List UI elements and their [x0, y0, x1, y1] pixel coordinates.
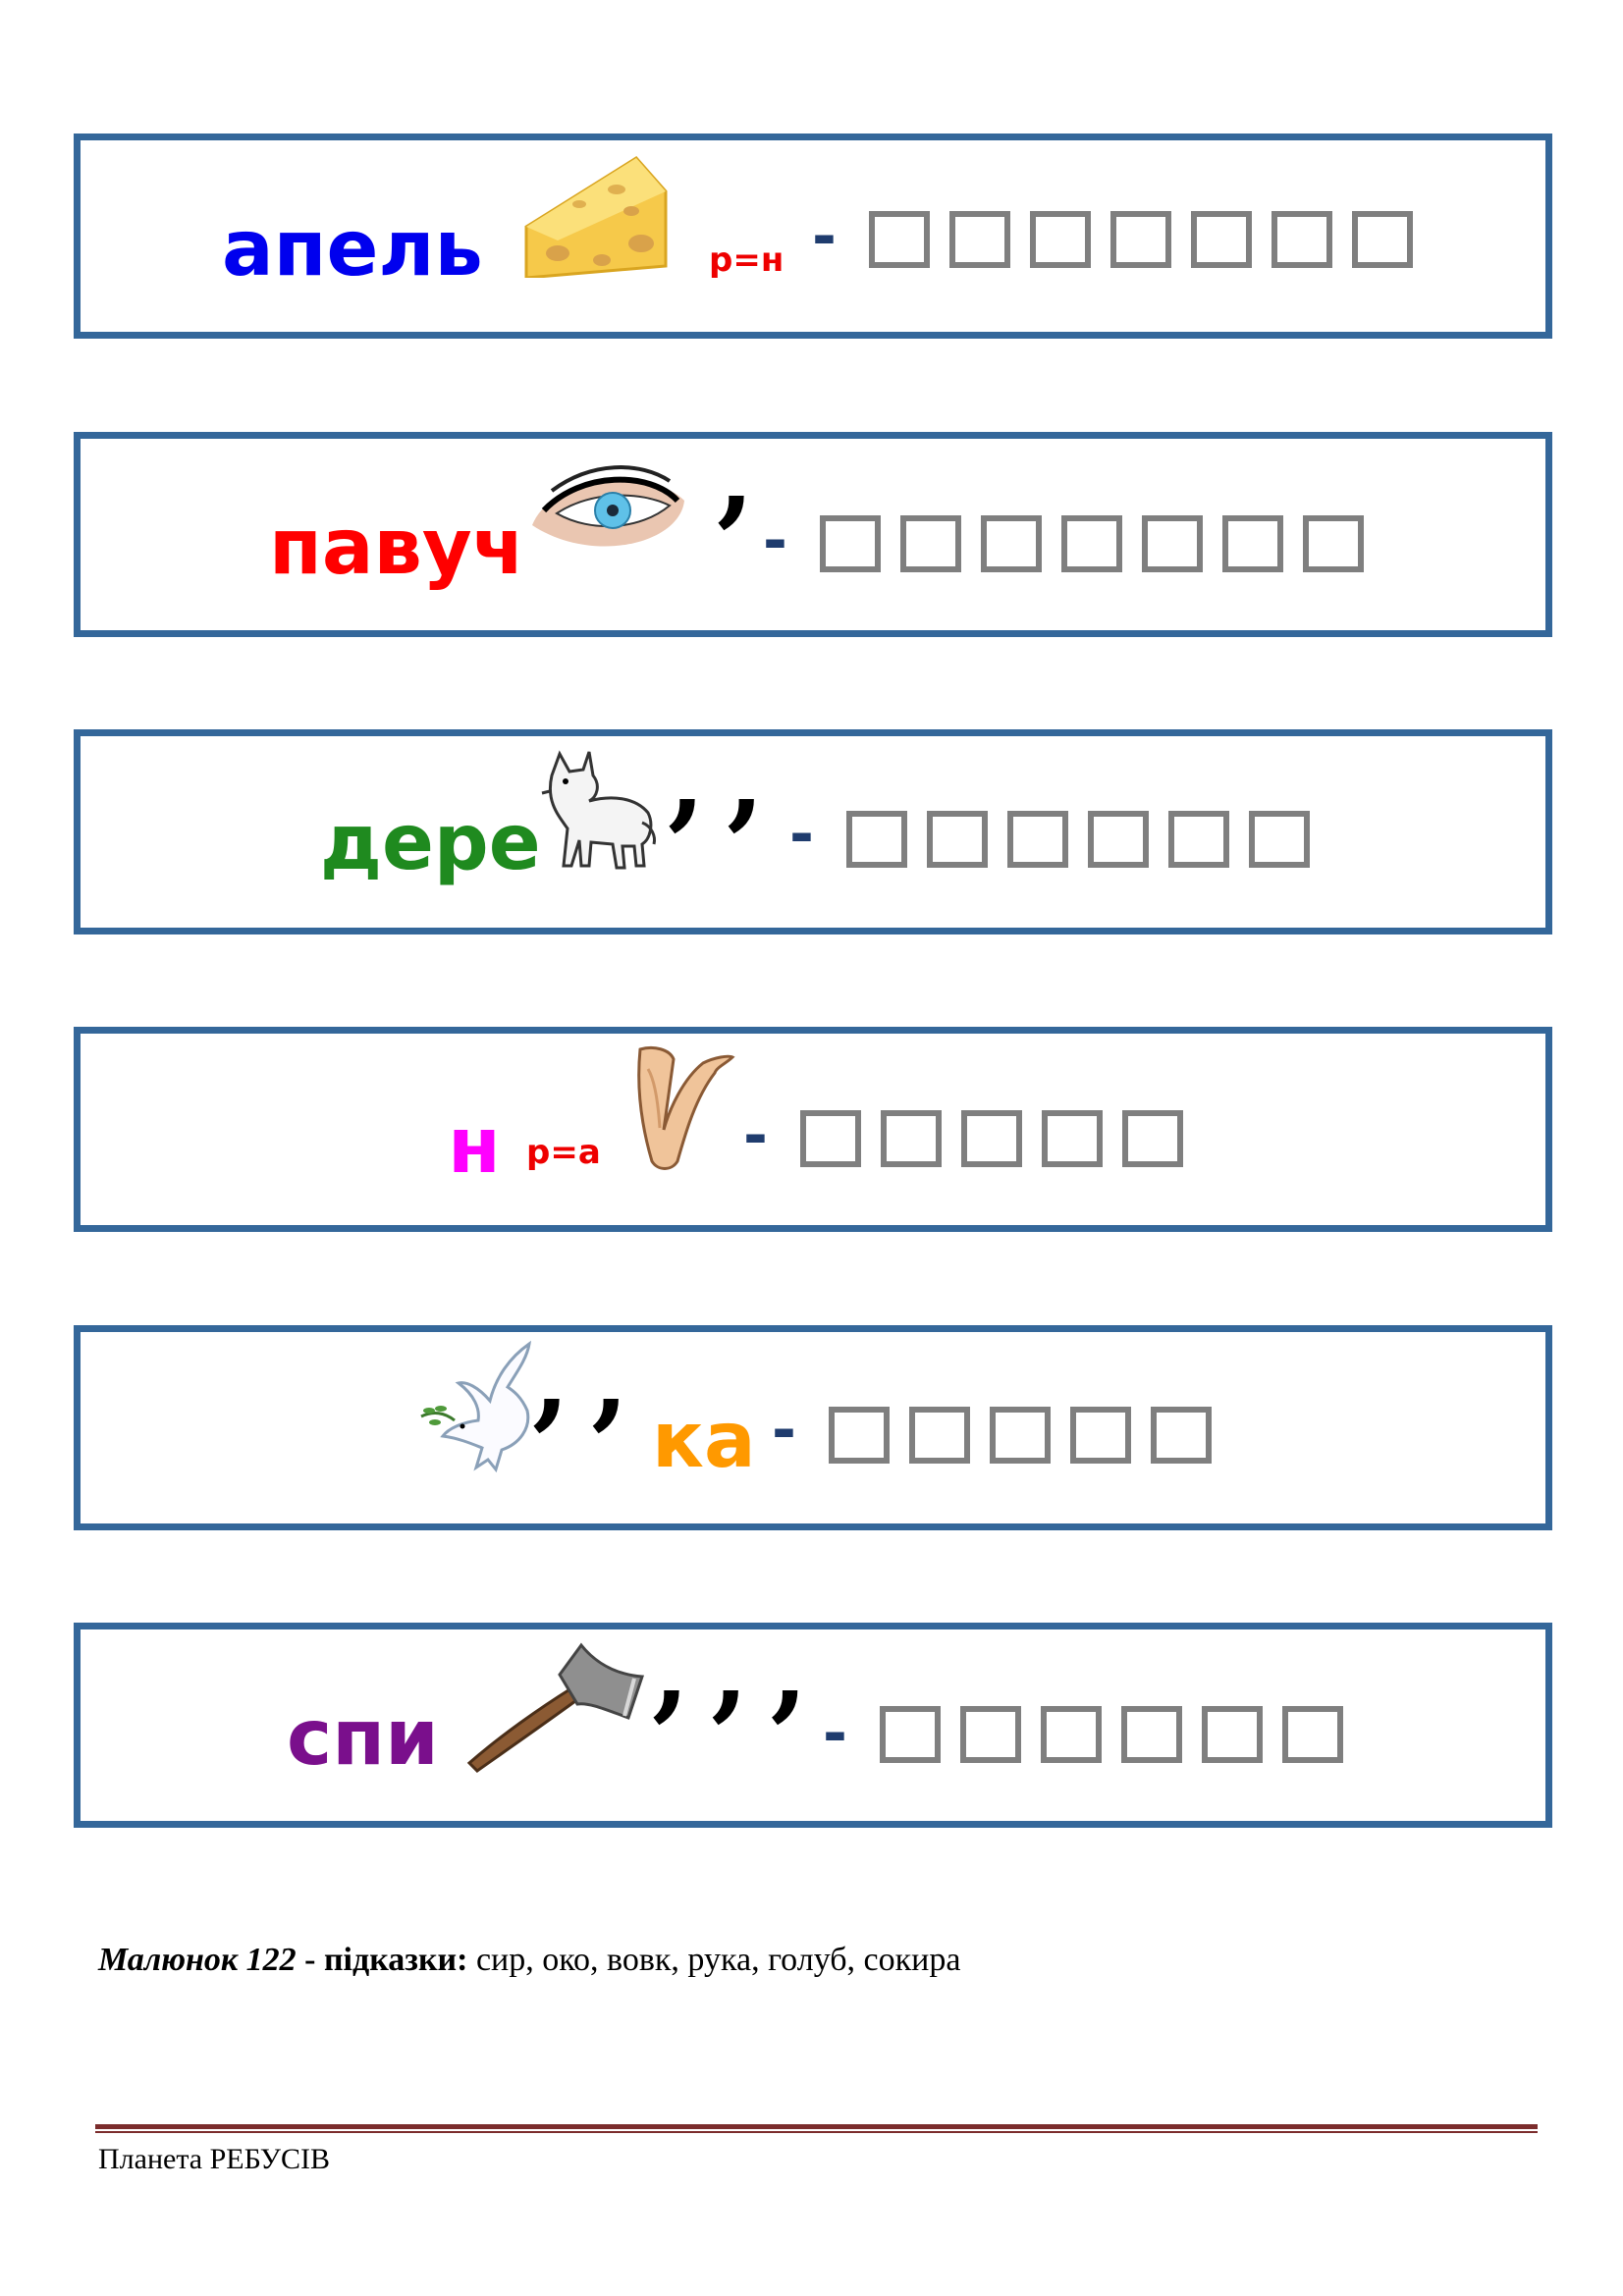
answer-box[interactable]: [1249, 811, 1310, 868]
rebus-dash: -: [812, 202, 837, 271]
answer-box[interactable]: [1151, 1407, 1212, 1464]
answer-box[interactable]: [981, 515, 1042, 572]
footer-rule-thin: [95, 2131, 1538, 2133]
rebus-commas: ,,,: [652, 1606, 830, 1733]
rebus-commas: ,: [717, 411, 777, 538]
footer-text: Планета РЕБУСІВ: [98, 2143, 331, 2175]
rebus-dash: -: [763, 507, 787, 575]
eye-icon: [522, 456, 689, 564]
rebus-commas: ,,: [668, 715, 786, 841]
wolf-icon: [532, 746, 660, 874]
rebus-letter-swap: р=н: [709, 240, 784, 280]
rebus-prefix: спи: [287, 1694, 439, 1783]
answer-box[interactable]: [846, 811, 907, 868]
hints-label: підказки: [323, 1942, 458, 1978]
rebus-prefix: н: [448, 1102, 501, 1191]
answer-box[interactable]: [909, 1407, 970, 1464]
rebus-card-1: [74, 133, 1552, 339]
rebus-prefix: дере: [320, 799, 541, 887]
rebus-dash: -: [743, 1101, 768, 1170]
footer-rule: [95, 2124, 1538, 2129]
answer-box[interactable]: [1271, 211, 1332, 268]
figure-number: Малюнок 122: [98, 1942, 297, 1978]
rebus-dash: -: [789, 800, 814, 869]
answer-box[interactable]: [880, 1706, 941, 1763]
rebus-card-5: [74, 1314, 1552, 1530]
answer-box[interactable]: [1110, 211, 1171, 268]
rebus-card-6: [74, 1606, 1552, 1828]
answer-box[interactable]: [881, 1110, 942, 1167]
answer-boxes: [829, 1407, 1231, 1464]
answer-boxes: [820, 515, 1383, 572]
answer-box[interactable]: [1007, 811, 1068, 868]
figure-caption: [98, 1942, 960, 1979]
answer-box[interactable]: [1070, 1407, 1131, 1464]
rebus-letter-swap: р=а: [526, 1133, 601, 1172]
answer-boxes: [869, 211, 1433, 268]
answer-box[interactable]: [1202, 1706, 1263, 1763]
answer-box[interactable]: [961, 1110, 1022, 1167]
caption-separator: -: [296, 1942, 324, 1978]
answer-box[interactable]: [1142, 515, 1203, 572]
rebus-suffix: ка: [652, 1397, 756, 1485]
answer-box[interactable]: [927, 811, 988, 868]
hints-colon: :: [457, 1942, 468, 1978]
rebus-card-3: [74, 715, 1552, 934]
answer-box[interactable]: [1030, 211, 1091, 268]
answer-box[interactable]: [820, 515, 881, 572]
rebus-dash: -: [823, 1699, 847, 1768]
answer-box[interactable]: [1041, 1706, 1102, 1763]
rebus-card-2: [74, 411, 1552, 637]
answer-boxes: [846, 811, 1329, 868]
answer-box[interactable]: [1168, 811, 1229, 868]
answer-box[interactable]: [800, 1110, 861, 1167]
answer-box[interactable]: [990, 1407, 1051, 1464]
answer-boxes: [800, 1110, 1203, 1167]
rebus-dash: -: [772, 1396, 796, 1465]
answer-box[interactable]: [869, 211, 930, 268]
answer-box[interactable]: [1122, 1110, 1183, 1167]
answer-boxes: [880, 1706, 1363, 1763]
answer-box[interactable]: [1061, 515, 1122, 572]
answer-box[interactable]: [949, 211, 1010, 268]
answer-box[interactable]: [1121, 1706, 1182, 1763]
answer-box[interactable]: [829, 1407, 890, 1464]
answer-box[interactable]: [1282, 1706, 1343, 1763]
axe-icon: [461, 1637, 648, 1775]
answer-box[interactable]: [1042, 1110, 1103, 1167]
rebus-commas: ,,: [532, 1314, 651, 1441]
answer-box[interactable]: [1222, 515, 1283, 572]
rebus-prefix: павуч: [269, 504, 525, 592]
arm-icon: [619, 1040, 736, 1177]
answer-box[interactable]: [1303, 515, 1364, 572]
answer-box[interactable]: [1191, 211, 1252, 268]
answer-box[interactable]: [1088, 811, 1149, 868]
answer-box[interactable]: [1352, 211, 1413, 268]
hints-list: сир, око, вовк, рука, голуб, сокира: [467, 1942, 961, 1978]
answer-box[interactable]: [960, 1706, 1021, 1763]
rebus-prefix: апель: [222, 205, 483, 294]
cheese-icon: [518, 150, 676, 278]
rebus-card-4: [74, 1027, 1552, 1232]
answer-box[interactable]: [900, 515, 961, 572]
